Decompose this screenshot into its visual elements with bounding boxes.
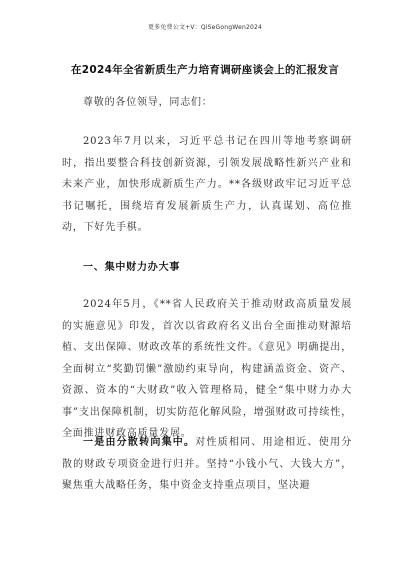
document-title: 在2024年全省新质生产力培育调研座谈会上的汇报发言 [70,64,340,76]
paragraph-3-text: 对性质相同、用途相近、使用分散的财政专项资金进行归并。坚持“小钱小气、大钱大方”，聚焦重大战略任务，集中资金支持重点项目，坚决避 [62,437,353,491]
paragraph-2: 2024年5月，《**省人民政府关于推动财政高质量发展的实施意见》印发，首次以省政府名义出台全面推动财源培植、支出保障、财政改革的系统性文件。《意见》明确提出，全面树立“奖勤罚懒”激励约束导向，构建涵盖资金、资产、资源、资本的“大财政”收入管理格局，健全“集中财力办大事”支出保障机制，切实防范化解风险，增强财政可持续性，全面推进财政高质量发展。 [62,299,352,439]
section-heading-1: 一、集中财力办大事 [83,262,181,273]
paragraph-3-lead: 一是由分散转向集中。 [83,437,196,448]
paragraph-1: 2023年7月以来，习近平总书记在四川等地考察调研时，指出要整合科技创新资源，引领发展战略性新兴产业和未来产业，加快形成新质生产力。**各级财政牢记习近平总书记嘱托，围绕培育发展新质生产力，认真谋划、高位推动，下好先手棋。 [62,136,352,233]
paragraph-3 [62,432,352,497]
header-note: 更多免费公文+V：QiSeGongWen2024 [147,24,263,31]
greeting: 尊敬的各位领导，同志们： [83,97,213,108]
